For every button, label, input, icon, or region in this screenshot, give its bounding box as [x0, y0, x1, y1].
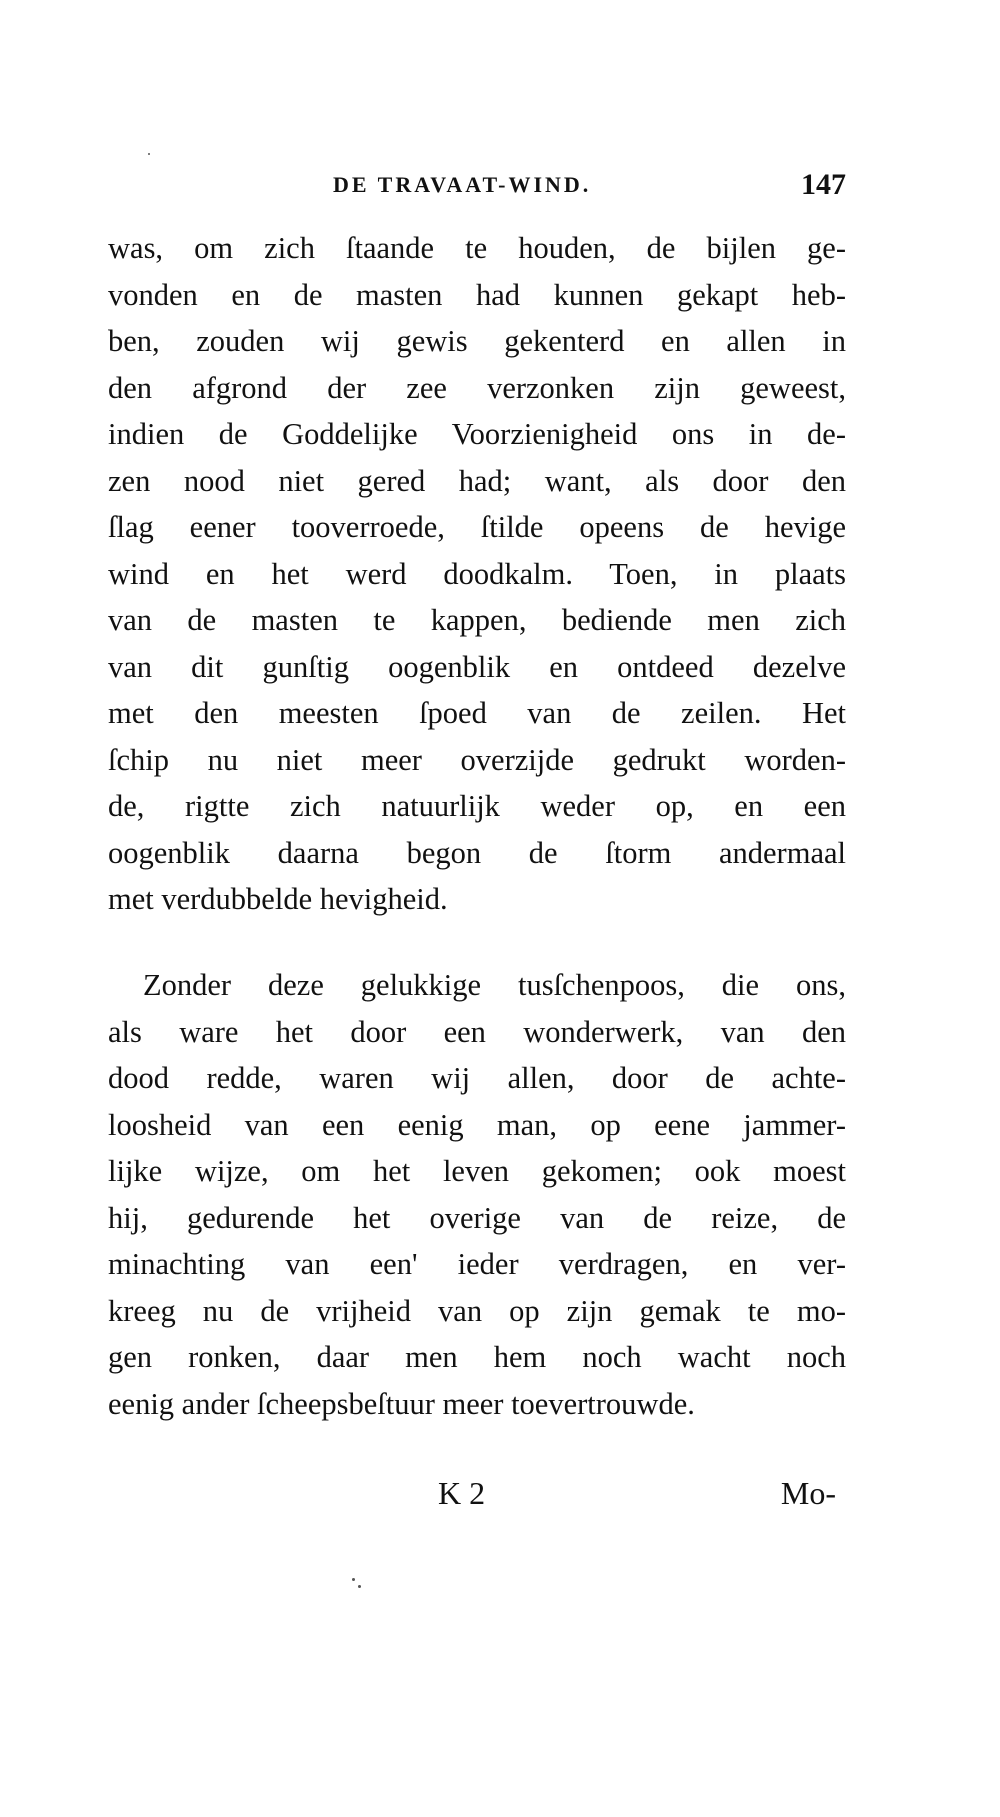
text-line: van dit gunſtig oogenblik en ontdeed dezelve — [108, 649, 846, 684]
paper-speck — [148, 153, 150, 155]
text-line: gen ronken, daar men hem noch wacht noch — [108, 1340, 846, 1374]
text-line: vonden en de masten had kunnen gekapt heb- — [108, 277, 846, 312]
paper-speck — [358, 1585, 361, 1588]
page-header — [108, 168, 846, 208]
text-line: ben, zouden wij gewis gekenterd en allen in — [108, 324, 846, 358]
text-line: dood redde, waren wij allen, door de achte- — [108, 1061, 846, 1095]
text-line: de, rigtte zich natuurlijk weder op, en een — [108, 789, 846, 823]
paragraph-2 — [108, 962, 846, 1427]
catchword: Mo- — [780, 1475, 836, 1511]
page-number: 147 — [801, 168, 846, 201]
text-line: Zonder deze gelukkige tusſchenpoos, die ons, — [143, 968, 846, 1002]
signature-mark: K 2 — [438, 1475, 486, 1511]
text-line: met den meesten ſpoed van de zeilen. Het — [108, 696, 846, 730]
text-line: indien de Goddelijke Voorzienigheid ons in de- — [108, 417, 846, 451]
text-line: eenig ander ſcheepsbeſtuur meer toevertrouwde. — [108, 1386, 695, 1421]
text-line: loosheid van een eenig man, op eene jammer- — [108, 1107, 846, 1142]
text-line: ſchip nu niet meer overzijde gedrukt worden- — [108, 742, 846, 777]
text-line: den afgrond der zee verzonken zijn geweest, — [108, 370, 846, 405]
text-line: oogenblik daarna begon de ſtorm andermaal — [108, 835, 846, 870]
text-line: van de masten te kappen, bediende men zich — [108, 603, 846, 637]
text-line: kreeg nu de vrijheid van op zijn gemak te mo- — [108, 1293, 846, 1328]
text-line: was, om zich ſtaande te houden, de bijlen ge- — [108, 231, 846, 265]
running-title: DE TRAVAAT-WIND. — [333, 172, 592, 197]
page-footer — [108, 1475, 846, 1525]
text-line: zen nood niet gered had; want, als door den — [108, 463, 846, 498]
text-line: hij, gedurende het overige van de reize, de — [108, 1200, 846, 1235]
text-line: minachting van een' ieder verdragen, en ver- — [108, 1247, 846, 1281]
paper-speck — [352, 1578, 355, 1581]
paragraph-1 — [108, 225, 846, 923]
text-line: ſlag eener tooverroede, ſtilde opeens de hevige — [108, 510, 846, 544]
text-line: wind en het werd doodkalm. Toen, in plaats — [108, 556, 846, 591]
text-line: lijke wijze, om het leven gekomen; ook moest — [108, 1154, 846, 1188]
text-line: als ware het door een wonderwerk, van den — [108, 1014, 846, 1049]
text-line: met verdubbelde hevigheid. — [108, 882, 448, 916]
